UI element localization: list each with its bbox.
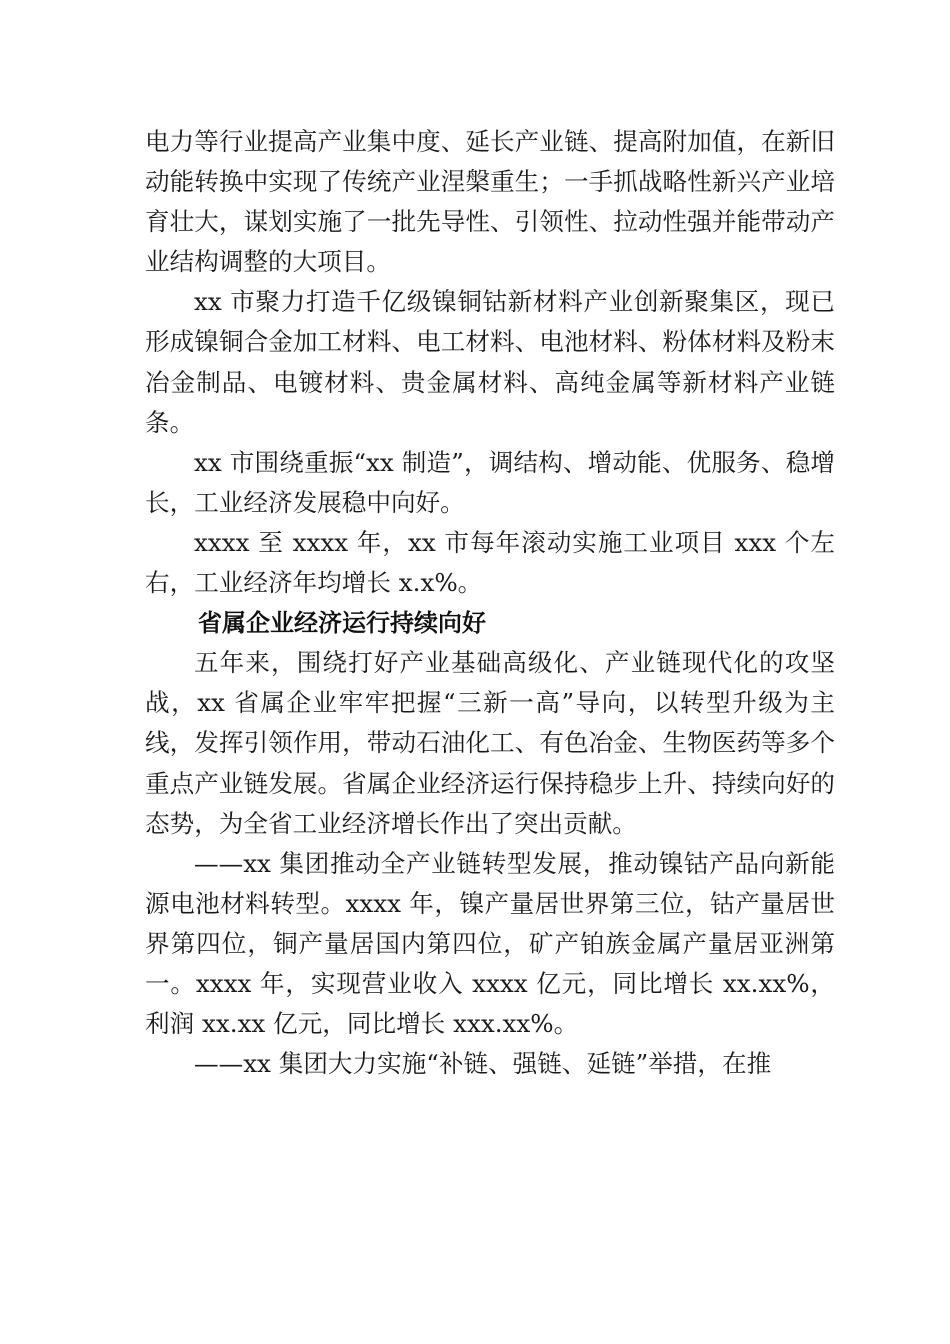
- paragraph-group-transformation: ——xx 集团推动全产业链转型发展，推动镍钴产品向新能源电池材料转型。xxxx 年，镍产量居世界第三位，钴产量居世界第四位，铜产量居国内第四位，矿产铂族金属产量居亚洲第一。xxxx 年，实现营业收入 xxxx 亿元，同比增长 xx.xx%，利润 xx.xx 亿元，同比增长 xxx.xx%。: [145, 848, 835, 1039]
- section-heading: 省属企业经济运行持续向好: [198, 609, 486, 638]
- paragraph-group-chain: ——xx 集团大力实施“补链、强链、延链”举措，在推: [194, 1049, 772, 1079]
- document-body: [145, 122, 835, 1084]
- paragraph-industrial-projects: xxxx 至 xxxx 年，xx 市每年滚动实施工业项目 xxx 个左右，工业经济年均增长 x.x%。: [145, 527, 835, 598]
- paragraph-manufacturing: xx 市围绕重振“xx 制造”，调结构、增动能、优服务、稳增长，工业经济发展稳中向好。: [145, 447, 835, 517]
- paragraph-continued: 电力等行业提高产业集中度、延长产业链、提高附加值，在新旧动能转换中实现了传统产业涅槃重生；一手抓战略性新兴产业培育壮大，谋划实施了一批先导性、引领性、拉动性强并能带动产业结构调整的大项目。: [145, 127, 835, 277]
- paragraph-provincial-enterprises: 五年来，围绕打好产业基础高级化、产业链现代化的攻坚战，xx 省属企业牢牢把握“三新一高”导向，以转型升级为主线，发挥引领作用，带动石油化工、有色冶金、生物医药等多个重点产业链发展。省属企业经济运行保持稳步上升、持续向好的态势，为全省工业经济增长作出了突出贡献。: [145, 648, 835, 838]
- paragraph-new-materials: xx 市聚力打造千亿级镍铜钴新材料产业创新聚集区，现已形成镍铜合金加工材料、电工材料、电池材料、粉体材料及粉末冶金制品、电镀材料、贵金属材料、高纯金属等新材料产业链条。: [145, 287, 835, 437]
